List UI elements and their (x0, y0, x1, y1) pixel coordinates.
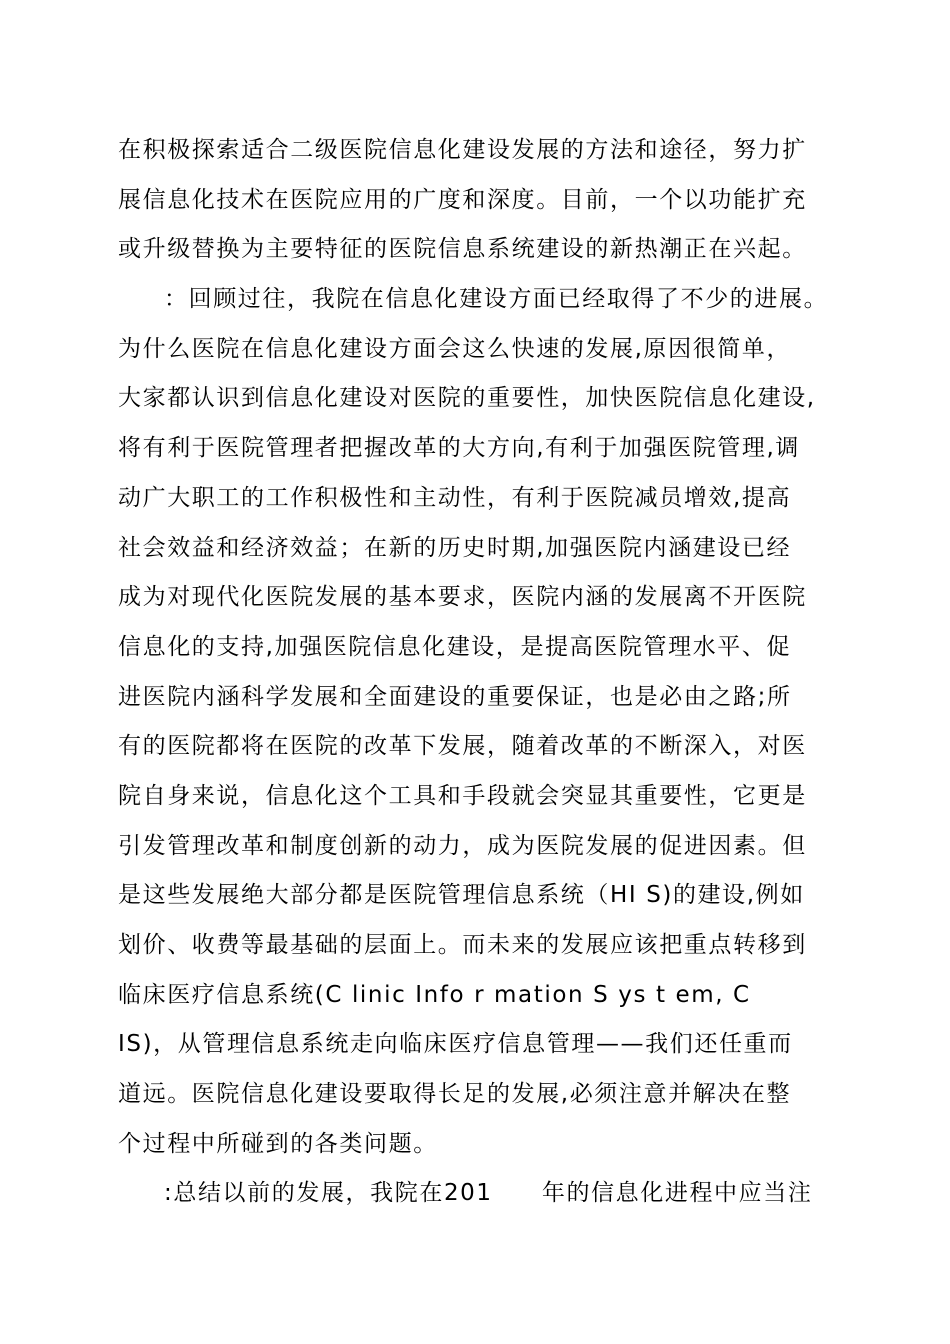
text-line: 临床医疗信息系统(C linic Info r mation S ys t em, C (118, 981, 751, 1008)
body-text (118, 126, 838, 1219)
text-line: 是这些发展绝大部分都是医院管理信息系统（HI S)的建设,例如 (118, 882, 805, 909)
text-line: 大家都认识到信息化建设对医院的重要性，加快医院信息化建设, (118, 385, 816, 412)
text-line: 或升级替换为主要特征的医院信息系统建设的新热潮正在兴起。 (118, 236, 807, 263)
text-line: 进医院内涵科学发展和全面建设的重要保证，也是必由之路;所 (118, 683, 792, 710)
paragraph-start-line: :总结以前的发展，我院在201 年的信息化进程中应当注 (164, 1180, 813, 1207)
text-line: 社会效益和经济效益；在新的历史时期,加强医院内涵建设已经 (118, 534, 792, 561)
text-line: 为什么医院在信息化建设方面会这么快速的发展,原因很简单， (118, 335, 792, 362)
text-line: 展信息化技术在医院应用的广度和深度。目前，一个以功能扩充 (118, 186, 807, 213)
text-line: 个过程中所碰到的各类问题。 (118, 1130, 438, 1157)
text-line: 将有利于医院管理者把握改革的大方向,有利于加强医院管理,调 (118, 435, 801, 462)
text-line: 道远。医院信息化建设要取得长足的发展,必须注意并解决在整 (118, 1081, 792, 1108)
text-line: 成为对现代化医院发展的基本要求，医院内涵的发展离不开医院 (118, 584, 807, 611)
text-line: 引发管理改革和制度创新的动力，成为医院发展的促进因素。但 (118, 832, 807, 859)
text-line: IS)，从管理信息系统走向临床医疗信息管理——我们还任重而 (118, 1031, 793, 1058)
paragraph-start-line: ：回顾过往，我院在信息化建设方面已经取得了不少的进展。 (164, 286, 829, 313)
text-line: 动广大职工的工作积极性和主动性，有利于医院减员增效,提高 (118, 484, 792, 511)
text-line: 划价、收费等最基础的层面上。而未来的发展应该把重点转移到 (118, 932, 807, 958)
text-line: 有的医院都将在医院的改革下发展，随着改革的不断深入，对医 (118, 733, 807, 760)
text-line: 在积极探索适合二级医院信息化建设发展的方法和途径，努力扩 (118, 137, 807, 163)
text-line: 信息化的支持,加强医院信息化建设，是提高医院管理水平、促 (118, 633, 792, 660)
text-line: 院自身来说，信息化这个工具和手段就会突显其重要性，它更是 (118, 782, 807, 809)
